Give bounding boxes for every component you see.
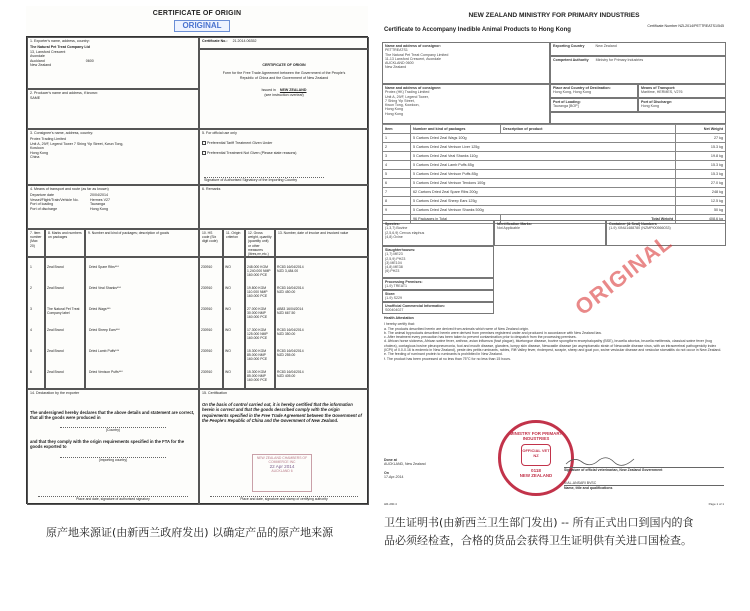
- row-qty: 27.000 KGM 30.000 NMP 160.000 PCE: [247, 307, 268, 319]
- row-qty: 19.800 KGM 110.000 NMP 160.000 PCE: [247, 286, 268, 298]
- exporter-signature-caption: Place and date, signature of authorised signatory: [38, 496, 188, 502]
- processing-box: [382, 278, 494, 290]
- original-stamp: ORIGINAL: [174, 20, 230, 32]
- ministry-title: NEW ZEALAND MINISTRY FOR PRIMARY INDUSTRIES: [468, 12, 640, 19]
- consignee-line-hc: Protex (HK) Trading Limited: [385, 90, 430, 95]
- consignee-line-hc: 7 Shing Yip Street,: [385, 98, 415, 103]
- consignee-line: Hong Kong: [30, 150, 48, 155]
- vet-signature-scribble: [564, 456, 644, 466]
- competent-authority-label: Competent Authority: [553, 58, 589, 62]
- consignor-line: AUCKLAND 0600: [385, 61, 414, 66]
- health-attestation: [384, 316, 724, 361]
- cell-weight: 19.8 kg: [676, 152, 726, 161]
- row-desc: Dried Spare Ribs***: [89, 265, 119, 269]
- row-marks: The Natural Pet Treat Company label: [47, 307, 80, 315]
- stamp-org: NEW ZEALAND CHAMBERS OF COMMERCE INC: [256, 456, 308, 465]
- consignee-line: China: [30, 155, 40, 160]
- slaughter-line: (4,8) ME38: [385, 265, 403, 270]
- th-description: Description of product: [501, 125, 676, 134]
- consignor-line: 11-13 Lansford Crescent, Avondale: [385, 56, 442, 61]
- seal-code: 0118: [531, 468, 541, 473]
- producer-value: SAME: [30, 96, 41, 101]
- port-loading-label-hc: Port of Loading:: [553, 100, 581, 104]
- pref-not-given-checkbox[interactable]: [202, 151, 206, 155]
- table-row: [383, 206, 726, 215]
- row-origin: WO: [225, 328, 231, 332]
- certification-box: [199, 389, 369, 505]
- stamp-num: 6: [290, 469, 293, 474]
- container-label: Container (& Seal) Numbers: [609, 222, 657, 226]
- certifier-signature-caption: Place and date, signature and stamp of certifying authority: [210, 496, 358, 502]
- cell-desc: 5 Cartons Dried Zeal Venison Liver 125g: [411, 143, 676, 152]
- row-no: 1: [30, 265, 32, 269]
- cell-item: 3: [383, 152, 411, 161]
- cell-desc: 5 Cartons Dried Zeal Venison Puffs 85g: [411, 170, 676, 179]
- cell-item: 1: [383, 134, 411, 143]
- row-hs: 230910: [201, 349, 213, 353]
- cell-desc: 5 Cartons Dried Zeal Venison Tendons 100g: [411, 179, 676, 188]
- col-header-hs-code: 10. HS code (Six digit code): [199, 229, 223, 257]
- transport-box: [27, 185, 199, 229]
- producer-box: [27, 89, 199, 129]
- port-discharge-box-hc: [638, 98, 726, 112]
- mpi-official-seal: [498, 420, 574, 496]
- cell-item: 2: [383, 143, 411, 152]
- processing-value: (1-9) TREAT1: [385, 284, 408, 289]
- cell-weight: 27.0 kg: [676, 179, 726, 188]
- cell-desc: 5 Cartons Dried Zeal Sheep Ears 125g: [411, 197, 676, 206]
- table-row: [383, 143, 726, 152]
- species-line: (1,3,7) Bovine: [385, 226, 408, 231]
- attestation-item: d. African horse sickness, African swine fever, anthrax, avian influenza (fowl plague), bluetongue disease, bovine spongiform encephalopathy (BSE), brucella abortus, brucella melitensis, classical swine fever (hog cholera), contagious bovine pleuropneumonia, foot and mouth disease, glanders, lumpy skin disease, Newcastle disease (an asymptomatic strain of Newcastle disease virus, with an intracerebral pathogenicity index (ICPI) of 0.0-0.16 is endemic in New Zealand), peste des petits ruminants, rabies, Rift Valley fever, rinderpest, scrapie, sheep and goat pox, swine vesicular disease and vesicular stomatitis do not occur in New Zealand.: [384, 339, 722, 353]
- slaughter-line: (1,7) ME23: [385, 252, 403, 257]
- remarks-label: 6. Remarks: [202, 187, 221, 191]
- row-invoice: RC83 16/04/2014 NZD 255.00: [277, 349, 304, 357]
- store-box: [382, 290, 494, 302]
- attestation-heading: Health Attestation: [384, 316, 414, 320]
- row-desc: Dried Sheep Ears***: [89, 328, 120, 332]
- identification-box: [494, 220, 606, 246]
- issued-in-label: Issued in: [261, 88, 276, 93]
- instruction-note: (see instruction overleaf): [264, 92, 304, 97]
- identification-label: Identification Marks:: [497, 222, 532, 226]
- vet-signature-block: [564, 456, 724, 490]
- exporting-country-value: New Zealand: [595, 44, 617, 48]
- stamp-city: AUCKLAND: [271, 469, 290, 474]
- container-value: (1-9) XINU1488780 (NZMPI00566033): [609, 226, 671, 231]
- consignor-line: New Zealand: [385, 65, 407, 70]
- cell-desc: 5 Cartons Dried Zeal Lamb Puffs 85g: [411, 161, 676, 170]
- store-label: Store:: [385, 292, 396, 296]
- row-origin: WO: [225, 286, 231, 290]
- attestation-item: b. The animal byproducts described herein were derived from premises registered under and produced in accordance with New Zealand law.: [384, 330, 602, 335]
- store-value: (1-9) S229: [385, 296, 402, 301]
- port-loading-box-hc: [550, 98, 638, 112]
- seal-bottom: NEW ZEALAND: [519, 473, 553, 478]
- total-weight-label: Total Weight: [501, 215, 676, 224]
- table-row: [383, 197, 726, 206]
- cell-weight: 12.5 kg: [676, 197, 726, 206]
- slaughter-line: (2,5,9) PH23: [385, 256, 406, 261]
- consignor-label: Name and address of consignor:: [385, 44, 441, 48]
- species-box: [382, 220, 494, 246]
- vet-name: N AL-ANSARI BVSC: [564, 480, 597, 485]
- vessel-label: Vessel/Flight/Train/Vehicle No.: [30, 197, 79, 202]
- total-packages: 96 Packages in Total: [411, 215, 501, 224]
- exporter-line: Auckland: [30, 58, 45, 63]
- caption-right-line-1: 卫生证明书(由新西兰卫生部门发出) -- 所有正式出口到国内的食: [384, 516, 694, 529]
- cell-desc: 5 Cartons Dried Zeal Venison Shanks 500g: [411, 206, 676, 215]
- country-caption: (Country): [60, 427, 166, 433]
- certification-label: 15. Certification: [202, 391, 227, 395]
- products-table-header: [383, 125, 726, 134]
- importing-country-caption: (Importing country): [60, 457, 166, 463]
- departure-value: 20/04/2014: [90, 193, 108, 198]
- row-qty: 248.000 KGM 1,240.000 NMP 160.000 PCE: [247, 265, 271, 277]
- row-no: 4: [30, 328, 32, 332]
- species-line: (4,8) Ovine: [385, 234, 403, 239]
- coo-center-title-box: [199, 49, 369, 129]
- port-discharge-label-hc: Port of Discharge:: [641, 100, 673, 104]
- caption-left: 原产地来源证(由新西兰政府发出) 以确定产品的原产地来源: [46, 526, 334, 539]
- cell-item: 8: [383, 197, 411, 206]
- consignee-line: Kowloon: [30, 146, 44, 151]
- cell-weight: 27 kg: [676, 134, 726, 143]
- done-at-label: Done at: [384, 458, 397, 462]
- certification-text: On the basis of control carried out, it is hereby certified that the information herein is correct and that the goods described comply with the origin requirements specified in the Free Trade Agreement between the Government of the People's Republic of China and the Government of New Zealand.: [202, 402, 362, 423]
- coo-center-title: CERTIFICATE OF ORIGIN: [262, 63, 306, 67]
- health-certificate: [378, 8, 730, 512]
- port-loading-label: Port of loading: [30, 202, 54, 207]
- cell-weight: 50 kg: [676, 206, 726, 215]
- exporter-declaration-box: [27, 389, 199, 505]
- transport-label: 4. Means of transport and route (as far as known): [30, 187, 109, 191]
- row-invoice: RC83 16/04/2014 NZD 3,484.00: [277, 265, 304, 273]
- transport-label-hc: Means of Transport:: [641, 86, 676, 90]
- attestation-item: a. The products described herein are derived from animals which were of New Zealand origin.: [384, 326, 530, 331]
- species-label: Species:: [385, 222, 400, 226]
- row-hs: 230910: [201, 265, 213, 269]
- cell-desc: 62 Cartons Dried Zeal Spare Ribs 200g: [411, 188, 676, 197]
- cell-item: 5: [383, 170, 411, 179]
- cell-item: 9: [383, 206, 411, 215]
- row-desc: Dried Venison Puffs***: [89, 370, 123, 374]
- exporter-line: 13, Lansford Crescent: [30, 49, 66, 54]
- issued-in-value: NEW ZEALAND: [279, 88, 307, 93]
- done-at-block: [384, 458, 494, 479]
- chamber-commerce-stamp: [252, 454, 312, 492]
- consignee-line-hc: Unit A, 29/F, Legend Tower,: [385, 94, 429, 99]
- caption-right-line-2: 品必须经检查，合格的货品会获得卫生证明供有关进口国检查。: [384, 534, 692, 547]
- species-line: (2,5,6,9) Cervus elaphus: [385, 230, 425, 235]
- row-marks: Zeal Brand: [47, 328, 64, 332]
- vet-name-label: Name, title and qualifications: [564, 485, 724, 490]
- coo-title: CERTIFICATE OF ORIGIN: [152, 10, 242, 17]
- attestation-item: e. The feeding of ruminant protein to ruminants is prohibited in New Zealand.: [384, 352, 503, 357]
- transport-box-hc: [638, 84, 726, 98]
- remarks-box: [199, 185, 369, 229]
- form-code: HR-290.4: [384, 502, 397, 506]
- declaration-text-2: and that they comply with the origin requirements specified in the FTA for the goods exported to: [30, 438, 185, 450]
- row-hs: 230910: [201, 370, 213, 374]
- consignee-label-hc: Name and address of consignee:: [385, 86, 442, 90]
- row-invoice: AB83 16/04/2014 NZD 667.50: [277, 307, 304, 315]
- importing-signature-caption: Signature of Authorised Signatory of the Importing Country: [204, 177, 324, 182]
- exporter-line: New Zealand: [30, 63, 52, 68]
- destination-value: Hong Kong, Hong Kong: [553, 90, 591, 95]
- departure-label: Departure date: [30, 193, 54, 198]
- consignee-line: Unit A, 29/F, Legend Tower 7 Shing Yip Street, Kwun Tong,: [30, 141, 124, 146]
- table-row: [383, 134, 726, 143]
- hc-cert-number: Certificate Number NZL2014/PETTREATS1/545: [647, 24, 724, 28]
- col-header-invoice: 13. Number, date of invoice and invoiced value: [275, 229, 369, 257]
- cell-item: 7: [383, 188, 411, 197]
- row-marks: Zeal Brand: [47, 286, 64, 290]
- destination-label: Place and Country of Destination:: [553, 86, 611, 90]
- transport-value-hc: Maritime, HERMES, V276: [641, 90, 683, 95]
- row-desc: Dried Veal Shanks***: [89, 286, 121, 290]
- pref-given-label: Preferential Tariff Treatment Given Under: [207, 141, 273, 146]
- cell-weight: 15.3 kg: [676, 170, 726, 179]
- attestation-item: c. After treatment every precaution has been taken to prevent contamination prior to despatch from the processing premises.: [384, 335, 577, 340]
- row-marks: Zeal Brand: [47, 349, 64, 353]
- coo-form-grid: [26, 36, 368, 504]
- cert-number-box: [199, 37, 369, 49]
- cell-desc: 5 Cartons Dried Zeal Wags 100g: [411, 134, 676, 143]
- official-use-label: 5. For official use only: [202, 131, 237, 135]
- official-use-box: [199, 129, 369, 185]
- table-row: [383, 152, 726, 161]
- commercial-info-box: [382, 302, 494, 314]
- row-desc: Dried Wags***: [89, 307, 111, 311]
- competent-authority-value: Ministry for Primary Industries: [595, 58, 644, 62]
- row-no: 5: [30, 349, 32, 353]
- col-header-item: 7. Item number (Max 20): [27, 229, 45, 257]
- port-loading-value: Tauranga: [90, 202, 105, 207]
- cell-item: 6: [383, 179, 411, 188]
- identification-value: Not Applicable: [497, 226, 520, 231]
- products-table: [382, 124, 726, 224]
- attestation-intro: I hereby certify that:: [384, 322, 415, 327]
- processing-label: Processing Premises:: [385, 280, 423, 284]
- col-header-marks: 8. Marks and numbers on packages: [45, 229, 85, 257]
- col-header-origin: 11. Origin criterion: [223, 229, 245, 257]
- exporter-label: 1. Exporter's name, address, country:: [30, 39, 90, 43]
- competent-authority-box: [550, 56, 726, 84]
- consignee-line-hc: Hong Kong: [385, 107, 403, 112]
- attestation-item: f. The product has been processed at no less than 75°C for no less than 15 hours.: [384, 356, 512, 361]
- producer-label: 2. Producer's name and address, if known:: [30, 91, 99, 95]
- row-hs: 230910: [201, 307, 213, 311]
- exporting-country-label: Exporting Country: [553, 44, 585, 48]
- seal-mid: OFFICIAL VET NZ: [521, 444, 551, 466]
- coo-center-text: Form for the Free Trade Agreement between the Government of the People's Republic of China and the Government of New Zealand: [222, 71, 346, 80]
- cell-weight: 15.3 kg: [676, 143, 726, 152]
- th-weight: Net Weight: [676, 125, 726, 134]
- th-packages: Number and kind of packages: [411, 125, 501, 134]
- table-row: [383, 161, 726, 170]
- row-hs: 230910: [201, 286, 213, 290]
- exporter-line: The Natural Pet Treat Company Ltd: [30, 45, 90, 50]
- consignee-label: 3. Consignee's name, address, country:: [30, 131, 94, 135]
- table-row: [383, 179, 726, 188]
- consignee-line: Protex Trading Limited: [30, 137, 66, 142]
- exporting-country-box: [550, 42, 726, 56]
- destination-box: [550, 84, 638, 98]
- consignor-line: The Natural Pet Treat Company Limited: [385, 52, 449, 57]
- total-weight: 408.6 kg: [676, 215, 726, 224]
- row-desc: Dried Lamb Puffs***: [89, 349, 120, 353]
- cert-number: 21.2014.06352: [232, 39, 257, 43]
- cert-number-label: Certificate No.:: [202, 39, 228, 43]
- cell-weight: 248 kg: [676, 188, 726, 197]
- port-loading-value-hc: Tauranga [BOP]: [553, 104, 579, 109]
- row-origin: WO: [225, 307, 231, 311]
- consignor-line: PETTREATS1: [385, 48, 408, 53]
- row-qty: 15.300 KGM 85.000 NMP 160.000 PCE: [247, 349, 268, 361]
- pref-not-given-label: Preferential Treatment Not Given (Please state reasons): [207, 150, 297, 155]
- col-header-weight: 12. Gross weight, quantity (quantity unit) or other measures (litres,m³,etc.): [245, 229, 275, 257]
- row-invoice: RC83 16/04/2014 NZD 450.00: [277, 286, 304, 294]
- hc-heading: Certificate to Accompany Inedible Animal Products to Hong Kong: [384, 27, 571, 33]
- row-qty: 15.300 KGM 85.000 NMP 160.000 PCE: [247, 370, 268, 382]
- vet-signature-label: Signature of official veterinarian, New Zealand Government: [564, 467, 724, 472]
- port-discharge-label: Port of discharge: [30, 206, 58, 211]
- row-no: 6: [30, 370, 32, 374]
- port-discharge-value: Hong Kong: [90, 206, 108, 211]
- slaughterhouses-box: [382, 246, 494, 278]
- consignee-line-hc: Kwun Tong, Kowloon,: [385, 103, 420, 108]
- row-origin: WO: [225, 370, 231, 374]
- table-row: [383, 170, 726, 179]
- on-date: 17-Apr-2014: [384, 474, 404, 479]
- row-invoice: RC83 16/04/2014 NZD 405.00: [277, 370, 304, 378]
- on-label: On: [384, 470, 389, 475]
- seal-top: MINISTRY FOR PRIMARY INDUSTRIES: [509, 431, 563, 441]
- consignee-line-hc: Hong Kong: [385, 111, 403, 116]
- exporter-line: Avondale: [30, 54, 45, 59]
- page-number: Page 1 of 1: [708, 502, 724, 506]
- exporter-box: [27, 37, 199, 89]
- commercial-info-value: S00404027: [385, 308, 404, 313]
- cell-weight: 15.3 kg: [676, 161, 726, 170]
- commercial-info-label: Unofficial Commercial Information:: [385, 304, 445, 308]
- row-no: 2: [30, 286, 32, 290]
- table-row: [383, 188, 726, 197]
- slaughter-line: (6) PH23: [385, 269, 400, 274]
- stamp-date: 22 Apr 2014: [269, 463, 295, 469]
- row-qty: 17.300 KGM 125.000 NMP 160.000 PCE: [247, 328, 268, 340]
- pref-given-checkbox[interactable]: [202, 141, 206, 145]
- declaration-text: The undersigned hereby declares that the above details and statement are correct, that all the goods were produced in: [30, 410, 195, 421]
- row-no: 3: [30, 307, 32, 311]
- declaration-label: 14. Declaration by the exporter: [30, 391, 80, 395]
- row-invoice: RC83 16/04/2014 NZD 350.00: [277, 328, 304, 336]
- cell-item: 4: [383, 161, 411, 170]
- row-marks: Zeal Brand: [47, 265, 64, 269]
- exporter-postcode: 0600: [85, 58, 94, 63]
- vessel-value: Hermes V27: [90, 197, 110, 202]
- slaughter-line: (3) ME104: [385, 260, 402, 265]
- cell-desc: 5 Cartons Dried Zeal Veal Shanks 110g: [411, 152, 676, 161]
- col-header-description: 9. Number and kind of packages; description of goods: [85, 229, 199, 257]
- certificate-of-origin: [26, 6, 368, 504]
- row-origin: WO: [225, 265, 231, 269]
- done-at-value: AUCKLAND, New Zealand: [384, 462, 426, 467]
- row-origin: WO: [225, 349, 231, 353]
- consignor-box: [382, 42, 550, 84]
- slaughterhouses-label: Slaughterhouses:: [385, 248, 416, 252]
- consignee-box: [27, 129, 199, 185]
- port-discharge-value-hc: Hong Kong: [641, 104, 659, 109]
- row-hs: 230910: [201, 328, 213, 332]
- consignee-box-hc: [382, 84, 550, 124]
- original-watermark: ORIGINAL: [570, 229, 677, 321]
- row-marks: Zeal Brand: [47, 370, 64, 374]
- th-item: Item: [383, 125, 411, 134]
